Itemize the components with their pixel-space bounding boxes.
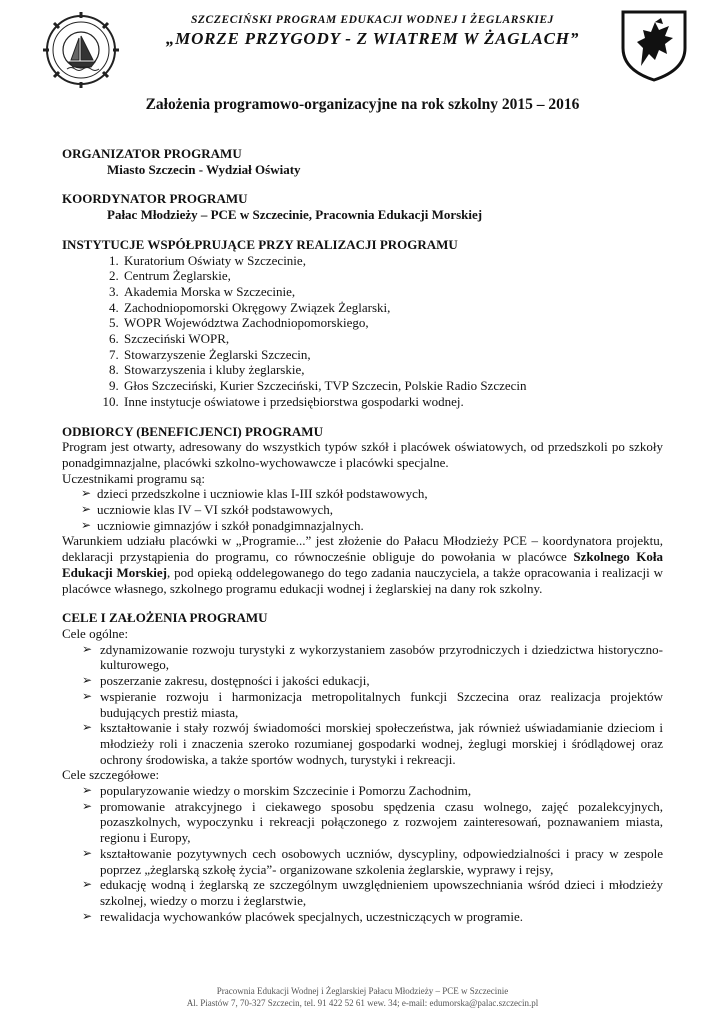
list-item: 1. Kuratorium Oświaty w Szczecinie, [122, 253, 663, 269]
list-item-text: zdynamizowanie rozwoju turystyki z wykorzystaniem zasobów przyrodniczych i dziedzictwa historyczno-kulturowego, [100, 641, 663, 673]
specific-goals-label: Cele szczegółowe: [62, 767, 160, 783]
page-footer [0, 985, 725, 1009]
list-item: 5. WOPR Województwa Zachodniopomorskiego, [122, 315, 663, 331]
condition-text: , pod opieką oddelegowanego do tego zadania nauczyciela, a także opracowania i realizacji w placówce własnego, szkolnego programu edukacji wodnej i żeglarskiej na dany rok szkolny. [62, 564, 663, 596]
arrow-bullet-icon: ➢ [82, 688, 93, 703]
griffin-crest-icon [619, 8, 689, 82]
participants-label: Uczestnikami programu są: [62, 470, 205, 486]
general-goals-label: Cele ogólne: [62, 625, 129, 641]
coordinator-heading: KOORDYNATOR PROGRAMU [62, 191, 248, 207]
arrow-bullet-icon: ➢ [81, 486, 92, 501]
arrow-bullet-icon: ➢ [82, 798, 93, 813]
list-item: 8. Stowarzyszenia i kluby żeglarskie, [122, 362, 663, 378]
ship-wheel-logo [36, 10, 126, 90]
list-item [62, 518, 663, 534]
list-item: 4. Zachodniopomorski Okręgowy Związek Żeglarski, [122, 300, 663, 316]
document-body [62, 146, 663, 924]
list-item [62, 720, 663, 767]
footer-line: Pracownia Edukacji Wodnej i Żeglarskiej Pałacu Młodzieży – PCE w Szczecinie [216, 986, 509, 996]
condition-text: Warunkiem udziału placówki w „Programie...” jest złożenie do Pałacu Młodzieży PCE – koordynatora projektu, deklaracji przystąpienia do programu, co równocześnie obliguje do powołania w placówce [62, 533, 663, 565]
institutions-list [62, 253, 663, 410]
list-item-text: dzieci przedszkolne i uczniowie klas I-III szkół podstawowych, [97, 486, 428, 502]
list-item [62, 846, 663, 877]
list-item-text: uczniowie klas IV – VI szkół podstawowych, [97, 502, 334, 518]
list-item-text: wspieranie rozwoju i harmonizacja metropolitalnych funkcji Szczecina oraz realizacja projektów budujących prestiż miasta, [100, 688, 663, 720]
organizer-value: Miasto Szczecin - Wydział Oświaty [107, 161, 301, 177]
list-item: 6. Szczeciński WOPR, [122, 331, 663, 347]
header-program-motto: „MORZE PRZYGODY - Z WIATREM W ŻAGLACH” [165, 29, 580, 48]
arrow-bullet-icon: ➢ [81, 502, 92, 517]
beneficiaries-intro: Program jest otwarty, adresowany do wszystkich typów szkół i placówek oświatowych, od przedszkoli po szkoły ponadgimnazjalne, placówki szkolno-wychowawcze i placówki specjalne. [62, 439, 663, 470]
arrow-bullet-icon: ➢ [82, 720, 93, 735]
list-item [62, 689, 663, 720]
footer-contact: Al. Piastów 7, 70-327 Szczecin, tel. 91 422 52 61 wew. 34; e-mail: edumorska@palac.szczecin.pl [186, 998, 539, 1008]
arrow-bullet-icon: ➢ [82, 877, 93, 892]
list-item-text: uczniowie gimnazjów i szkół ponadgimnazjalnych. [97, 517, 364, 533]
organizer-heading: ORGANIZATOR PROGRAMU [62, 146, 242, 161]
list-item [62, 502, 663, 518]
participants-list [62, 486, 663, 533]
list-item-text: promowanie atrakcyjnego i ciekawego sposobu spędzenia czasu wolnego, zajęć pozalekcyjnych, pozaszkolnych, wypoczynku i rekreacji połączonego z rozwojem zainteresowań, poznawaniem miasta, regionu i Europy, [100, 798, 663, 846]
list-item [62, 799, 663, 846]
list-item-text: kształtowanie i stały rozwój świadomości morskiej społeczeństwa, jak również uświadamianie dzieciom i młodzieży roli i znaczenia szeroko rozumianej gospodarki wodnej, żeglugi morskiej i śródlądowej oraz ochrony środowiska, a także sportów wodnych, turystyki i rekreacji. [100, 720, 663, 767]
list-item: 10. Inne instytucje oświatowe i przedsiębiorstwa gospodarki wodnej. [122, 394, 663, 410]
participation-condition [62, 533, 663, 596]
list-item-text: poszerzanie zakresu, dostępności i jakości edukacji, [100, 673, 370, 689]
list-item-text: rewalidacja wychowanków placówek specjalnych, uczestniczących w programie. [100, 908, 524, 924]
beneficiaries-heading: ODBIORCY (BENEFICJENCI) PROGRAMU [62, 423, 323, 439]
arrow-bullet-icon: ➢ [82, 673, 93, 688]
list-item-text: edukację wodną i żeglarską ze szczególnym uwzględnieniem upowszechniania wśród dzieci i młodzieży szkolnej, wiedzy o morzu i żeglarstwie, [100, 877, 663, 908]
list-item: 2. Centrum Żeglarskie, [122, 268, 663, 284]
list-item [62, 642, 663, 673]
arrow-bullet-icon: ➢ [82, 783, 93, 798]
list-item [62, 783, 663, 799]
list-item-text: kształtowanie pozytywnych cech osobowych uczniów, dyscypliny, odpowiedzialności i pracy w zespole poprzez „żeglarską szkołę życia”- organizowane szkolenia żeglarskie, wyprawy i rejsy, [100, 845, 663, 877]
list-item [62, 909, 663, 925]
list-item [62, 486, 663, 502]
list-item: 3. Akademia Morska w Szczecinie, [122, 284, 663, 300]
list-item-text: popularyzowanie wiedzy o morskim Szczecinie i Pomorzu Zachodnim, [100, 783, 472, 799]
list-item [62, 877, 663, 908]
header-program-name: SZCZECIŃSKI PROGRAM EDUKACJI WODNEJ I ŻEGLARSKIEJ [190, 14, 555, 26]
institutions-heading: INSTYTUCJE WSPÓŁPRUJĄCE PRZY REALIZACJI PROGRAMU [62, 236, 458, 252]
specific-goals-list [62, 783, 663, 924]
arrow-bullet-icon: ➢ [82, 641, 93, 656]
arrow-bullet-icon: ➢ [82, 908, 93, 923]
list-item [62, 673, 663, 689]
goals-heading: CELE I ZAŁOŻENIA PROGRAMU [62, 610, 268, 626]
document-title: Założenia programowo-organizacyjne na rok szkolny 2015 – 2016 [145, 96, 580, 113]
coordinator-value: Pałac Młodzieży – PCE w Szczecinie, Pracownia Edukacji Morskiej [107, 207, 483, 223]
arrow-bullet-icon: ➢ [81, 517, 92, 532]
arrow-bullet-icon: ➢ [82, 845, 93, 860]
general-goals-list [62, 642, 663, 768]
list-item: 9. Głos Szczeciński, Kurier Szczeciński, TVP Szczecin, Polskie Radio Szczecin [122, 378, 663, 394]
list-item: 7. Stowarzyszenie Żeglarski Szczecin, [122, 347, 663, 363]
condition-bold-text: Szkolnego Koła Edukacji Morskiej [62, 549, 663, 580]
